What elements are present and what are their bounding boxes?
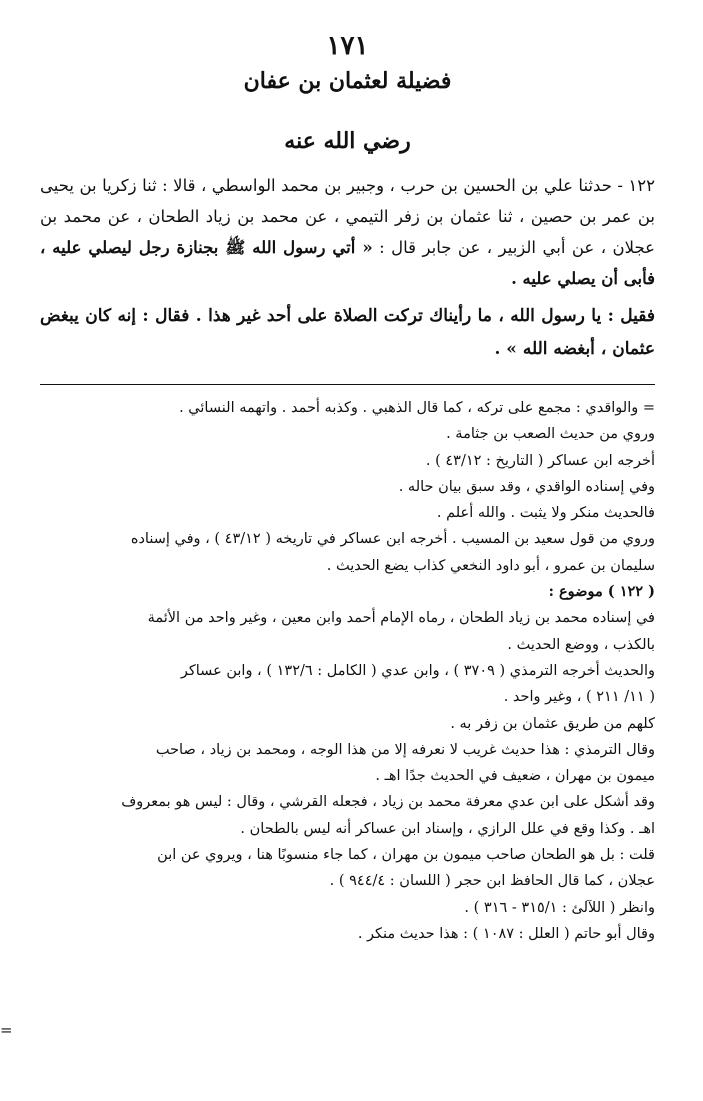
footnote-line: وقال أبو حاتم ( العلل : ١٠٨٧ ) : هذا حديث منكر .	[357, 925, 655, 942]
chapter-subtitle: رضي الله عنه	[284, 128, 411, 154]
footnote-line: = والواقدي : مجمع على تركه ، كما قال الذهبي . وكذبه أحمد . واتهمه النسائي .	[179, 400, 655, 416]
footnote-line: وانظر ( اللآلئ : ٣١٥/١ - ٣١٦ ) .	[464, 899, 655, 916]
footnote-line: أخرجه ابن عساكر ( التاريخ : ٤٣/١٢ ) .	[425, 452, 655, 469]
footnote-line: قلت : بل هو الطحان صاحب ميمون بن مهران ، كما جاء منسوبًا هنا ، ويروي عن ابن	[157, 847, 655, 864]
hadith-paragraph	[40, 170, 655, 294]
page-number: ١٧١	[326, 31, 369, 61]
footnote-line: وفي إسناده الواقدي ، وقد سبق بيان حاله .	[398, 478, 655, 495]
footnote-line: ( ١٢٢ ) موضوع :	[548, 583, 655, 601]
footnote-line: ميمون بن مهران ، ضعيف في الحديث جدًا اهـ .	[375, 768, 655, 785]
chapter-title: فضيلة لعثمان بن عفان	[243, 68, 452, 94]
footnote-line: اهـ . وكذا وقع في علل الرازي ، وإسناد ابن عساكر أنه ليس بالطحان .	[240, 820, 655, 837]
footnote-line: فالحديث منكر ولا يثبت . والله أعلم .	[436, 505, 655, 522]
footnote-line: والحديث أخرجه الترمذي ( ٣٧٠٩ ) ، وابن عدي ( الكامل : ١٣٢/٦ ) ، وابن عساكر	[180, 662, 655, 679]
footnote-line: سليمان بن عمرو ، أبو داود النخعي كذاب يضع الحديث .	[326, 557, 655, 574]
footnote-line: وروي من قول سعيد بن المسيب . أخرجه ابن عساكر في تاريخه ( ٤٣/١٢ ) ، وفي إسناده	[130, 531, 655, 548]
continuation-mark: =	[0, 1021, 13, 1039]
footnote-line: وروي من حديث الصعب بن جثامة .	[446, 426, 655, 443]
hadith-isnad: ١٢٢ - حدثنا علي بن الحسين بن حرب ، وجبير بن محمد الواسطي ، قالا : ثنا زكريا بن يحيى بن عمر بن حصين ، ثنا عثمان بن زفر التيمي ، عن محمد بن زياد الطحان ، عن محمد بن عجلان ، عن أبي الزبير ، عن جابر قال :	[40, 176, 655, 257]
hadith-matn: « أتي رسول الله ﷺ بجنازة رجل ليصلي عليه ، فأبى أن يصلي عليه .	[40, 238, 655, 288]
footnote-line: عجلان ، كما قال الحافظ ابن حجر ( اللسان : ٩٤٤/٤ ) .	[329, 873, 655, 890]
footnote-divider	[40, 384, 655, 385]
footnote-line: كلهم من طريق عثمان بن زفر به .	[450, 715, 655, 732]
footnote-line: وقد أشكل على ابن عدي معرفة محمد بن زياد ، فجعله القرشي ، وقال : ليس هو بمعروف	[121, 794, 655, 811]
footnote-line: في إسناده محمد بن زياد الطحان ، رماه الإمام أحمد وابن معين ، وغير واحد من الأئمة	[147, 610, 655, 627]
page	[40, 30, 655, 1080]
footnote-line: ( ١١/ ٢١١ ) ، وغير واحد .	[503, 689, 655, 706]
footnote-line: وقال الترمذي : هذا حديث غريب لا نعرفه إلا من هذا الوجه ، ومحمد بن زياد ، صاحب	[155, 741, 655, 758]
footnotes	[40, 395, 655, 947]
footnote-line: بالكذب ، ووضع الحديث .	[507, 636, 655, 653]
hadith-body	[40, 170, 655, 366]
hadith-paragraph-2: فقيل : يا رسول الله ، ما رأيناك تركت الصلاة على أحد غير هذا . فقال : إنه كان يبغض عثمان ، أبغضه الله » .	[40, 306, 655, 359]
